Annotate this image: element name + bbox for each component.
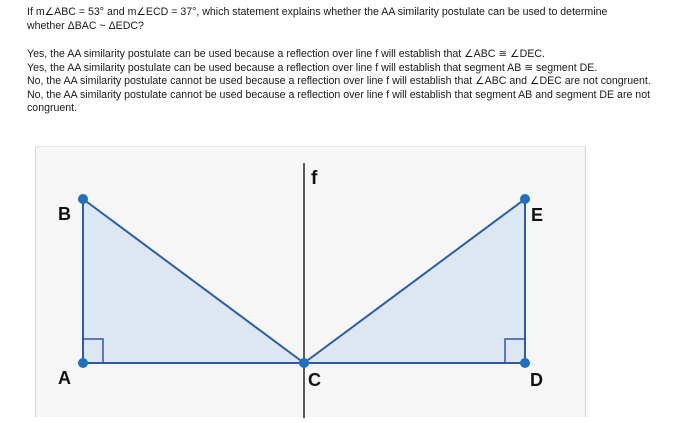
label-b: B xyxy=(58,204,71,224)
label-c: C xyxy=(308,370,321,390)
option-4[interactable]: No, the AA similarity postulate cannot be used because a reflection over line f will establish that segment AB and segment DE are not congruent. xyxy=(27,88,651,115)
point-a xyxy=(78,358,88,368)
label-e: E xyxy=(531,205,544,225)
question-line-2: whether ΔBAC ~ ΔEDC? xyxy=(27,19,144,32)
point-e xyxy=(520,194,530,204)
point-d xyxy=(520,358,530,368)
point-b xyxy=(78,194,88,204)
question-line-1: If m∠ABC = 53° and m∠ECD = 37°, which statement explains whether the AA similarity postulate can be used to determine xyxy=(27,6,608,18)
label-a: A xyxy=(58,368,71,388)
option-3[interactable]: No, the AA similarity postulate cannot be used because a reflection over line f will establish that ∠ABC and ∠DEC are not congruent. xyxy=(27,75,651,88)
answer-options xyxy=(27,48,672,116)
line-f-label: f xyxy=(311,168,318,189)
point-c xyxy=(299,358,309,368)
label-d: D xyxy=(530,370,543,390)
geometry-figure xyxy=(35,146,586,417)
option-1[interactable]: Yes, the AA similarity postulate can be used because a reflection over line f will establish that ∠ABC ≅ ∠DEC. xyxy=(27,48,545,60)
triangle-diagram xyxy=(36,147,587,418)
question-text xyxy=(27,6,672,33)
option-2[interactable]: Yes, the AA similarity postulate can be used because a reflection over line f will establish that segment AB ≅ segment DE. xyxy=(27,61,598,74)
